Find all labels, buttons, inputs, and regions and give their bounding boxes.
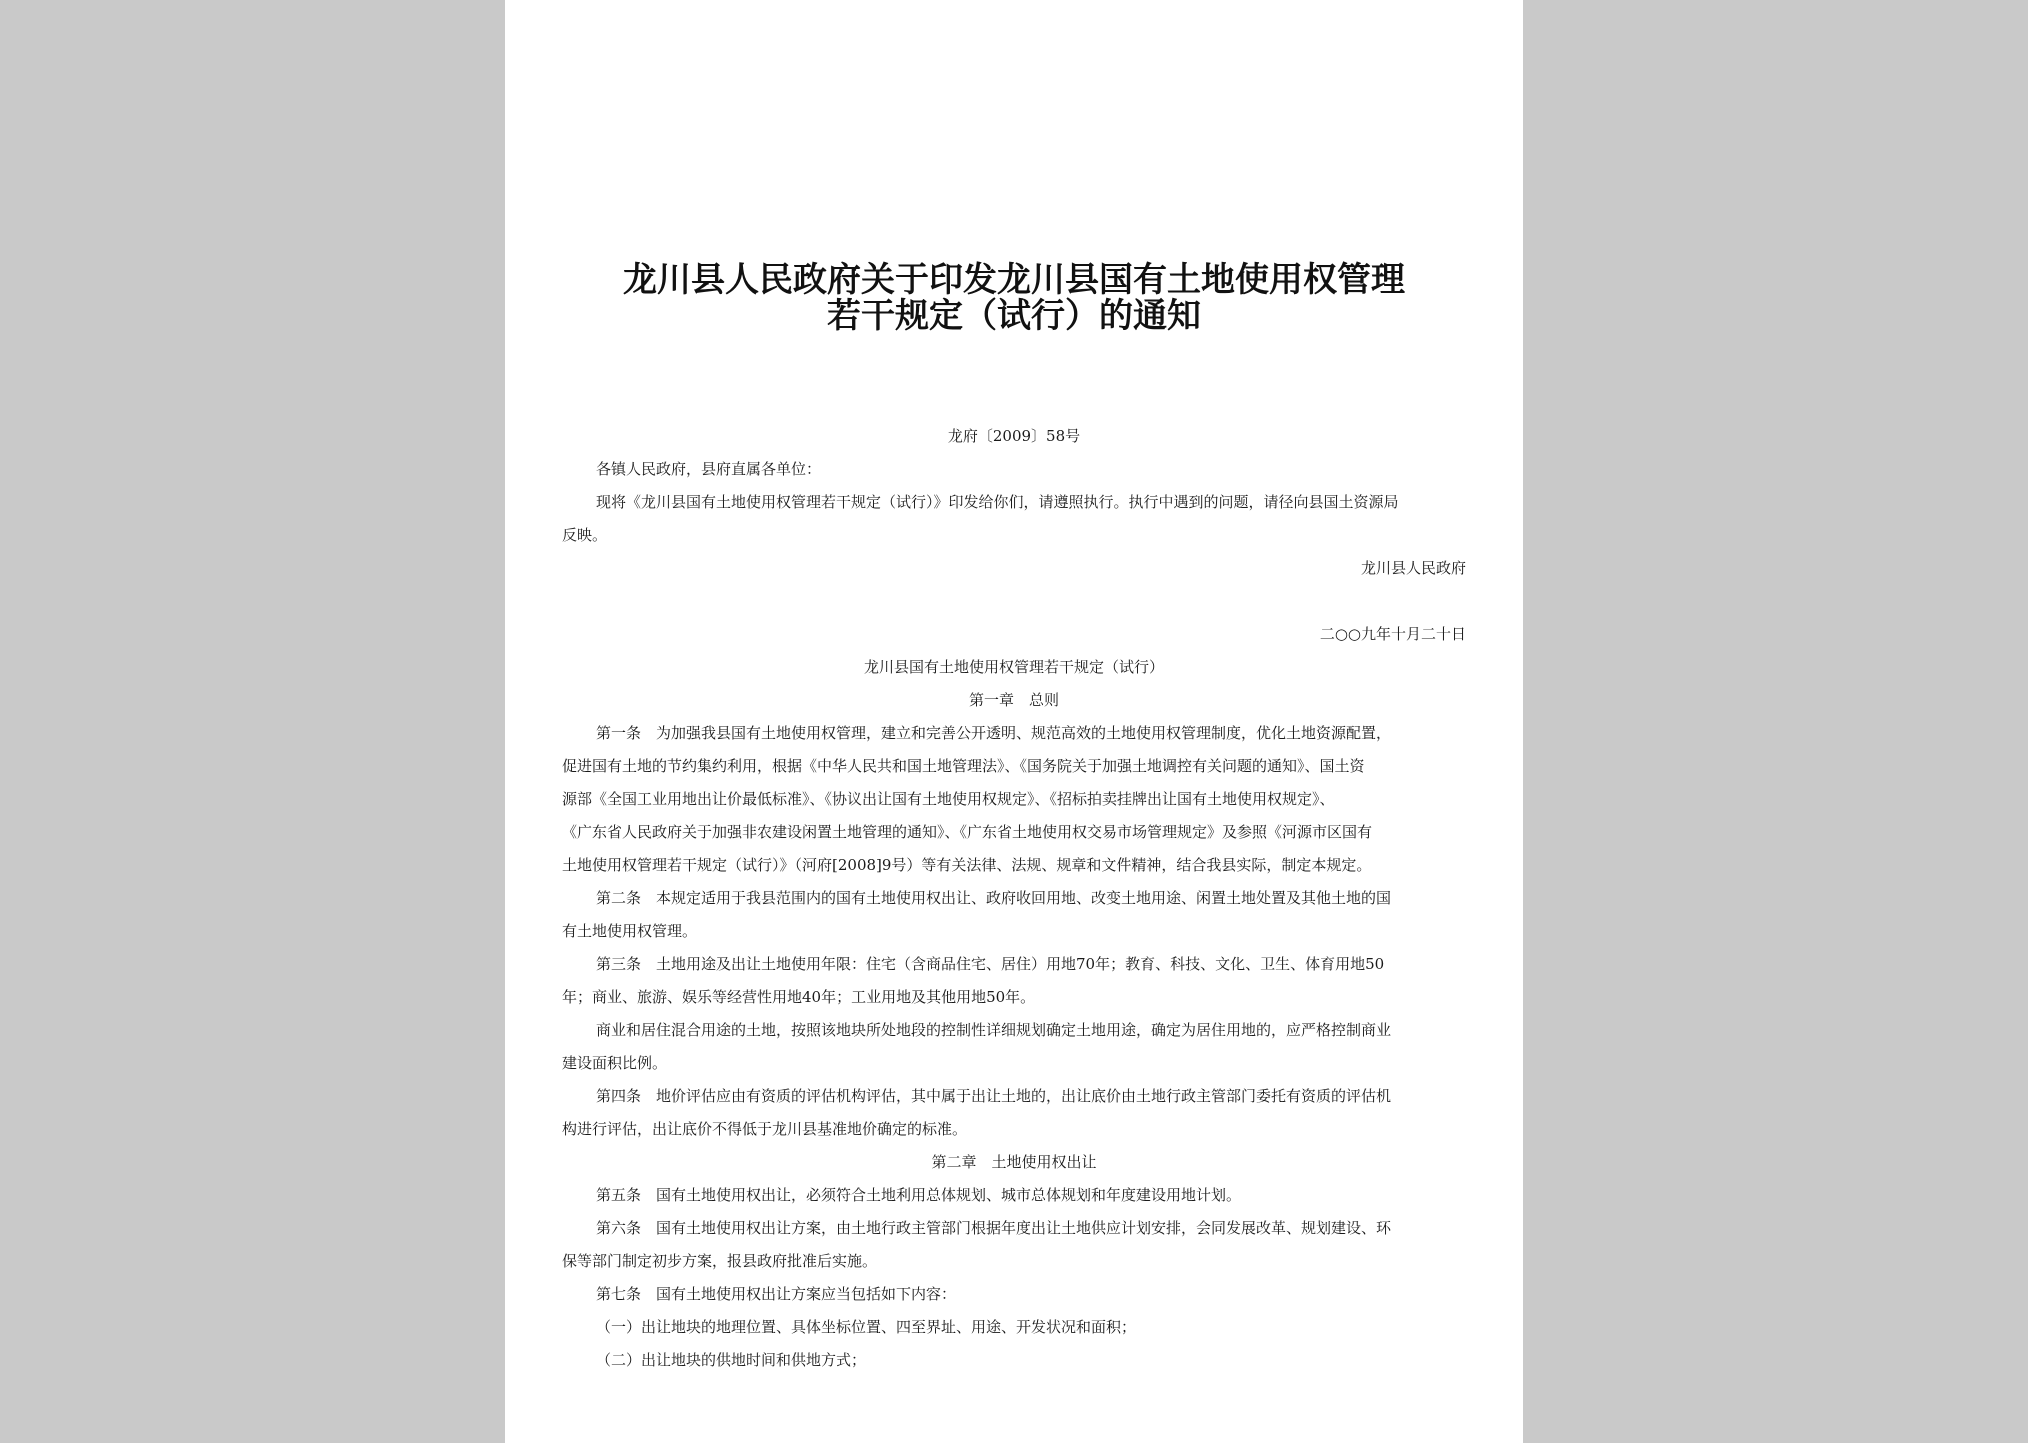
spacer [562,585,1466,618]
article-7-line: 第七条 国有土地使用权出让方案应当包括如下内容： [596,1285,957,1303]
intro-line-1: 现将《龙川县国有土地使用权管理若干规定（试行）》印发给你们，请遵照执行。执行中遇到的问题，请径向县国土资源局 [596,493,1399,511]
document-title [562,262,1466,334]
article-4-line: 第四条 地价评估应由有资质的评估机构评估，其中属于出让土地的，出让底价由土地行政主管部门委托有资质的评估机 [596,1087,1392,1105]
article-2-line: 有土地使用权管理。 [562,922,698,940]
article-1-line: 第一条 为加强我县国有土地使用权管理，建立和完善公开透明、规范高效的土地使用权管理制度，优化土地资源配置， [596,724,1392,742]
chapter-1-heading: 第一章 总则 [968,691,1059,709]
article-7-item: （一）出让地块的地理位置、具体坐标位置、四至界址、用途、开发状况和面积； [596,1318,1137,1336]
doc-number: 龙府〔2009〕58号 [947,427,1081,445]
article-5-line: 第五条 国有土地使用权出让，必须符合土地利用总体规划、城市总体规划和年度建设用地计划。 [596,1186,1242,1204]
salutation: 各镇人民政府，县府直属各单位： [596,460,822,478]
document-page [505,0,1523,1443]
regulation-title: 龙川县国有土地使用权管理若干规定（试行） [863,658,1164,676]
intro-line-2: 反映。 [562,526,608,544]
chapter-2-heading: 第二章 土地使用权出让 [931,1153,1097,1171]
article-3-line: 第三条 土地用途及出让土地使用年限：住宅（含商品住宅、居住）用地70年；教育、科技、文化、卫生、体育用地50 [596,955,1385,973]
article-6-line: 保等部门制定初步方案，报县政府批准后实施。 [562,1252,878,1270]
article-1-line: 《广东省人民政府关于加强非农建设闲置土地管理的通知》、《广东省土地使用权交易市场管理规定》及参照《河源市区国有 [562,823,1373,841]
article-7-item: （二）出让地块的供地时间和供地方式； [596,1351,867,1369]
article-1-line: 土地使用权管理若干规定（试行）》（河府[2008]9号）等有关法律、法规、规章和文件精神，结合我县实际，制定本规定。 [562,856,1372,874]
title-line-1: 龙川县人民政府关于印发龙川县国有土地使用权管理 [623,260,1405,300]
article-3-line: 商业和居住混合用途的土地，按照该地块所处地段的控制性详细规划确定土地用途，确定为居住用地的，应严格控制商业 [596,1021,1392,1039]
signature: 龙川县人民政府 [1360,559,1466,577]
article-3-line: 年；商业、旅游、娱乐等经营性用地40年；工业用地及其他用地50年。 [562,988,1036,1006]
article-1-line: 源部《全国工业用地出让价最低标准》、《协议出让国有土地使用权规定》、《招标拍卖挂牌出让国有土地使用权规定》、 [562,790,1335,808]
article-3-line: 建设面积比例。 [562,1054,668,1072]
title-line-2: 若干规定（试行）的通知 [827,296,1201,336]
article-2-line: 第二条 本规定适用于我县范围内的国有土地使用权出让、政府收回用地、改变土地用途、闲置土地处置及其他土地的国 [596,889,1392,907]
article-1-line: 促进国有土地的节约集约利用，根据《中华人民共和国土地管理法》、《国务院关于加强土地调控有关问题的通知》、国土资 [562,757,1365,775]
date: 二○○九年十月二十日 [1319,625,1466,643]
article-4-line: 构进行评估，出让底价不得低于龙川县基准地价确定的标准。 [562,1120,968,1138]
article-6-line: 第六条 国有土地使用权出让方案，由土地行政主管部门根据年度出让土地供应计划安排，会同发展改革、规划建设、环 [596,1219,1392,1237]
document-body [562,420,1466,1377]
